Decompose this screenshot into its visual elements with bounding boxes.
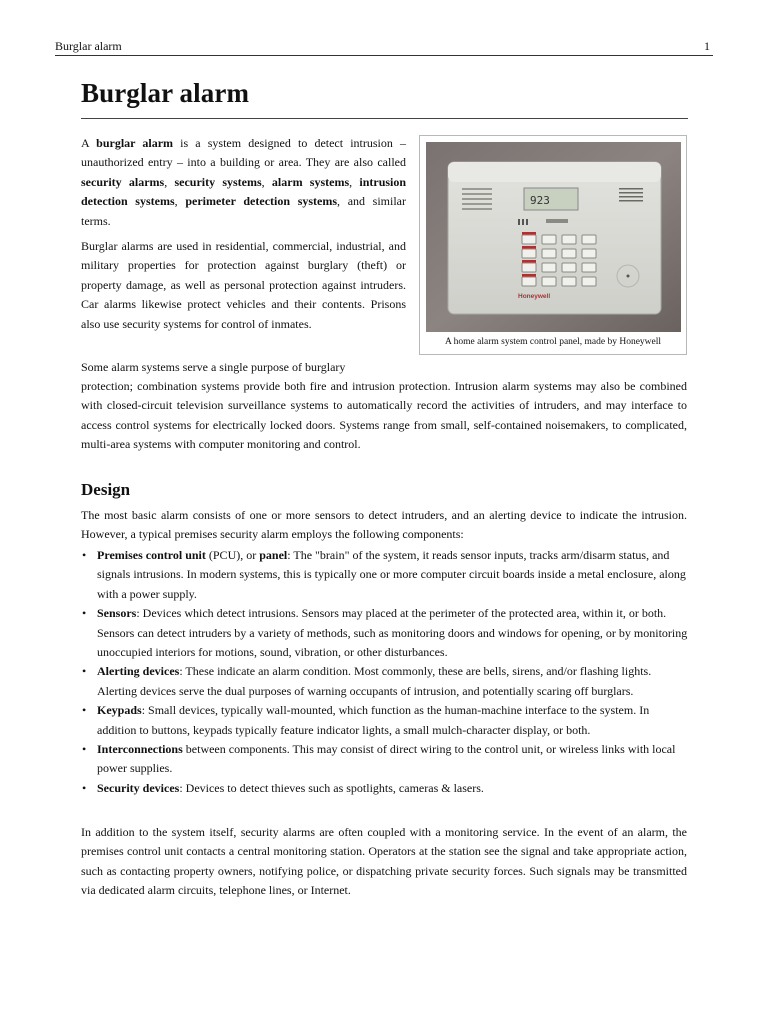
page-title: Burglar alarm [81, 78, 250, 108]
figure-box [419, 135, 687, 355]
list-item: • Sensors: Devices which detect intrusions. Sensors may placed at the perimeter of the protected area, within it, or both. Sensors can detect intruders by a variety of methods, such as monitoring doors and windows for opening, or by monitoring unoccupied interiors for motions, sound, vibration, or other disturbances. [82, 606, 688, 660]
intro-paragraph-3-rest: protection; combination systems provide both fire and intrusion protection. Intrusion alarm systems may also be combined with closed-circuit television surveillance systems to automatically record the activities of intruders, and may interface to access control systems for electrically locked doors. Systems range from small, self-contained noisemakers, to complicated, multi-area systems with computer monitoring and control. [81, 379, 687, 452]
bullet-marker: • [82, 548, 87, 562]
intro-paragraph-2: Burglar alarms are used in residential, commercial, industrial, and military properties for protection against burglary (theft) or property damage, as well as personal protection against intruders. Car alarms likewise protect vehicles and their contents. Prisons also use security systems for control of inmates. [81, 239, 406, 331]
brand-logo: Honeywell [518, 293, 551, 300]
list-item: • Alerting devices: These indicate an alarm condition. Most commonly, these are bells, sirens, and/or flashing lights. Alerting devices serve the dual purposes of warning occupants of intrusion, and potentially scaring off burglars. [82, 664, 652, 698]
intro-paragraph-1: A burglar alarm is a system designed to detect intrusion – unauthorized entry – into a building or area. They are also called security alarms, security systems, alarm systems, intrusion detection systems, perimeter detection systems, and similar terms. [81, 136, 407, 228]
figure-caption: A home alarm system control panel, made by Honeywell [444, 337, 662, 347]
alarm-panel-photo [426, 142, 681, 332]
bullet-marker: • [82, 780, 87, 795]
list-item: • Security devices: Devices to detect thieves such as spotlights, cameras & lasers. [81, 779, 691, 798]
title-divider [81, 118, 688, 119]
page-number: 1 [704, 39, 710, 53]
list-item: • Keypads: Small devices, typically wall-mounted, which function as the human-machine interface to the system. In addition to buttons, keypads typically feature indicator lights, a small mulch-character display, or both. [82, 703, 650, 737]
list-item: • Interconnections between components. This may consist of direct wiring to the control unit, or wireless links with local power supplies. [82, 742, 676, 776]
section-heading-design: Design [81, 480, 131, 499]
design-lead-paragraph: The most basic alarm consists of one or more sensors to detect intruders, and an alerting device to indicate the intrusion. However, a typical premises security alarm employs the following components: [81, 508, 687, 542]
bullet-marker: • [82, 664, 87, 679]
components-list [81, 546, 691, 798]
bullet-marker: • [82, 742, 87, 757]
running-title: Burglar alarm [55, 39, 122, 53]
list-item: • Premises control unit (PCU), or panel: The "brain" of the system, it reads sensor inputs, tracks arm/disarm status, and signals intrusions. In modern systems, this is typically one or more computer circuit boards inside a metal enclosure, along with a power supply. [82, 548, 686, 601]
closing-paragraph: In addition to the system itself, security alarms are often coupled with a monitoring service. In the event of an alarm, the premises control unit contacts a central monitoring station. Operators at the station see the signal and take appropriate action, such as contacting property owners, notifying police, or dispatching private security forces. Such signals may be transmitted via dedicated alarm circuits, telephone lines, or Internet. [81, 825, 687, 898]
intro-paragraph-3-line-1: Some alarm systems serve a single purpose of burglary [81, 360, 346, 374]
lcd-display-text: 923 [530, 194, 550, 207]
bullet-marker: • [82, 703, 87, 718]
running-header [55, 38, 713, 56]
bullet-marker: • [82, 606, 87, 621]
